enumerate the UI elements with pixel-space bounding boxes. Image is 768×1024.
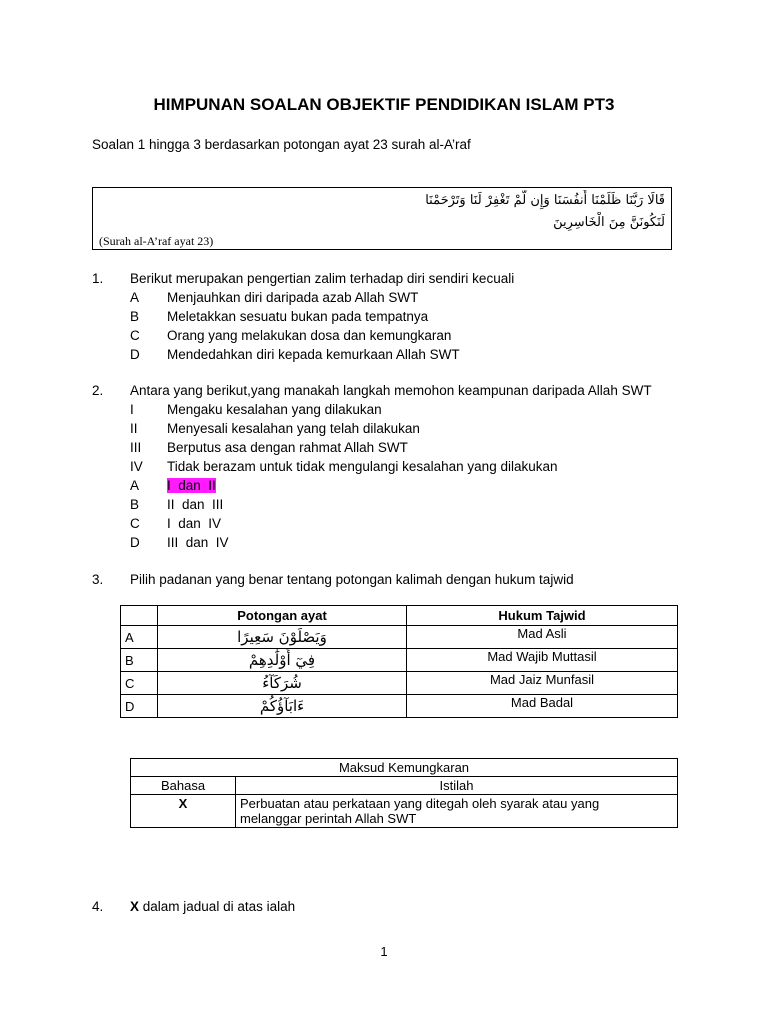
table-row [121, 695, 678, 718]
q2-option-letter: D [130, 535, 140, 550]
question-1-number: 1. [92, 271, 104, 286]
q1-option-letter: A [130, 290, 140, 305]
question-4-text [130, 899, 295, 914]
question-3-text: Pilih padanan yang benar tentang potongan kalimah dengan hukum tajwid [130, 572, 574, 587]
q1-option-letter: B [130, 309, 140, 324]
tajwid-table [120, 605, 678, 718]
table-header-cell: Hukum Tajwid [407, 606, 678, 626]
q1-option-text: Menjauhkan diri daripada azab Allah SWT [167, 290, 419, 305]
q2-option-letter: B [130, 497, 140, 512]
table-row [121, 649, 678, 672]
q2-statement-numeral: II [130, 421, 138, 436]
istilah-header: Istilah [236, 777, 678, 795]
question-4-number: 4. [92, 899, 104, 914]
q2-option-text-highlighted: I dan II [167, 478, 216, 493]
question-1-text: Berikut merupakan pengertian zalim terhadap diri sendiri kecuali [130, 271, 515, 286]
ayat-cell: ءَابَآؤُكُمْ [158, 695, 407, 718]
q2-option-text: III dan IV [167, 535, 229, 550]
q2-statement-numeral: IV [130, 459, 143, 474]
hukum-cell: Mad Wajib Muttasil [407, 649, 678, 672]
q2-option-letter: C [130, 516, 140, 531]
q1-option-letter: C [130, 328, 140, 343]
verse-box [92, 187, 672, 250]
q2-statement-text: Berputus asa dengan rahmat Allah SWT [167, 440, 408, 455]
q2-statement-text: Tidak berazam untuk tidak mengulangi kesalahan yang dilakukan [167, 459, 558, 474]
hukum-cell: Mad Badal [407, 695, 678, 718]
q2-statement-text: Menyesali kesalahan yang telah dilakukan [167, 421, 420, 436]
question-2-number: 2. [92, 383, 104, 398]
q2-option-letter: A [130, 478, 140, 493]
q1-option-text: Mendedahkan diri kepada kemurkaan Allah SWT [167, 347, 460, 362]
bahasa-header: Bahasa [131, 777, 236, 795]
q2-statement-numeral: I [130, 402, 134, 417]
intro-text: Soalan 1 hingga 3 berdasarkan potongan ayat 23 surah al-A’raf [92, 137, 471, 152]
question-4-rest: dalam jadual di atas ialah [139, 899, 296, 914]
verse-reference: (Surah al-A’raf ayat 23) [99, 234, 214, 248]
ayat-cell: شُرَكَآءُ [158, 672, 407, 695]
q1-option-letter: D [130, 347, 140, 362]
istilah-line: Perbuatan atau perkataan yang ditegah oleh syarak atau yang [240, 796, 600, 811]
page-number: 1 [380, 944, 388, 959]
verse-line-1: قَالَا رَبَّنَا ظَلَمْنَا أَنفُسَنَا وَإِن لَّمْ تَغْفِرْ لَنَا وَتَرْحَمْنَا [425, 193, 665, 208]
row-label: D [121, 695, 158, 718]
ayat-cell: فِيٓ أَوْلَٰدِهِمْ [158, 649, 407, 672]
istilah-line: melanggar perintah Allah SWT [240, 811, 417, 826]
istilah-value [236, 795, 678, 828]
question-4-bold-x: X [130, 899, 140, 914]
q1-option-text: Meletakkan sesuatu bukan pada tempatnya [167, 309, 429, 324]
table-header-cell [121, 606, 158, 626]
table-header-cell: Potongan ayat [158, 606, 407, 626]
row-label: B [121, 649, 158, 672]
hukum-cell: Mad Jaiz Munfasil [407, 672, 678, 695]
kemungkaran-table [130, 758, 678, 828]
row-label: C [121, 672, 158, 695]
q2-statement-text: Mengaku kesalahan yang dilakukan [167, 402, 382, 417]
table-header-row [121, 606, 678, 626]
page-title: HIMPUNAN SOALAN OBJEKTIF PENDIDIKAN ISLAM PT3 [153, 95, 615, 114]
kemungkaran-title: Maksud Kemungkaran [131, 759, 678, 777]
q2-statement-numeral: III [130, 440, 142, 455]
q1-option-text: Orang yang melakukan dosa dan kemungkaran [167, 328, 452, 343]
table-row [121, 626, 678, 649]
verse-line-2: لَنَكُونَنَّ مِنَ الْخَاسِرِينَ [553, 215, 665, 230]
row-label: A [121, 626, 158, 649]
q2-option-text: I dan IV [167, 516, 222, 531]
table-row [121, 672, 678, 695]
hukum-cell: Mad Asli [407, 626, 678, 649]
question-2-text: Antara yang berikut,yang manakah langkah memohon keampunan daripada Allah SWT [130, 383, 652, 398]
bahasa-value: X [131, 795, 236, 828]
question-3-number: 3. [92, 572, 104, 587]
q2-option-text: II dan III [167, 497, 224, 512]
ayat-cell: وَيَصْلَوْنَ سَعِيرًا [158, 626, 407, 649]
